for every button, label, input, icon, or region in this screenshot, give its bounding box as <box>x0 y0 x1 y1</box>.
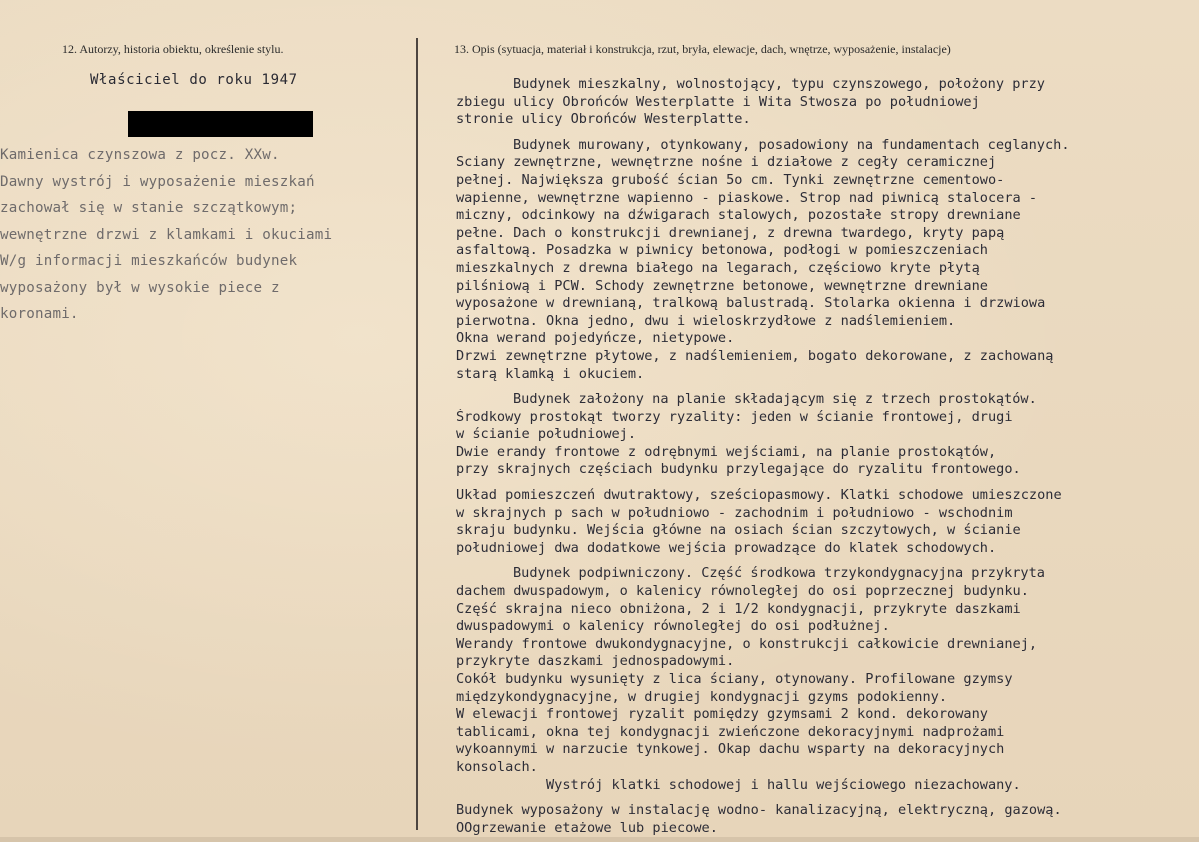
description-line: Budynek wyposażony w instalację wodno- kanalizacyjną, elektryczną, gazową. <box>456 802 1062 819</box>
description-line: Sciany zewnętrzne, wewnętrzne nośne i działowe z cegły ceramicznej <box>456 154 997 171</box>
description-line: Część skrajna nieco obniżona, 2 i 1/2 kondygnacji, przykryte daszkami <box>456 600 1021 617</box>
description-line: Układ pomieszczeń dwutraktowy, sześciopasmowy. Klatki schodowe umieszczone <box>456 487 1062 504</box>
redacted-owner-name <box>128 111 313 137</box>
description-line: Cokół budynku wysunięty z lica ściany, otynowany. Profilowane gzymsy <box>456 671 1013 687</box>
paragraph-gap <box>456 383 1176 391</box>
description-line: stronie ulicy Obrońców Westerplatte. <box>456 111 751 128</box>
paragraph-gap <box>456 557 1176 565</box>
description-line: tablicami, okna tej kondygnacji zwieńczone dekoracyjnymi nadprożami <box>456 723 1005 740</box>
description-line: Budynek mieszkalny, wolnostojący, typu czynszowego, położony przy <box>513 76 1045 92</box>
description-line: pełnej. Największa grubość ścian 5o cm. Tynki zewnętrzne cementowo- <box>456 171 1005 188</box>
description-line: OOgrzewanie etażowe lub piecowe. <box>456 819 718 836</box>
history-line: W/g informacji mieszkańców budynek <box>0 253 298 269</box>
paragraph-gap <box>456 129 1176 137</box>
description-line: asfaltową. Posadzka w piwnicy betonowa, podłogi w pomieszczeniach <box>456 242 988 259</box>
description-line: konsolach. <box>456 758 538 775</box>
description-line: wyposażone w drewnianą, tralkową balustradą. Stolarka okienna i drzwiowa <box>456 295 1046 312</box>
description-line: pierwotna. Okna jedno, dwu i wieloskrzydłowe z nadślemieniem. <box>456 312 956 329</box>
description-line: przykryte daszkami jednospadowymi. <box>456 653 735 670</box>
description-line: w ścianie południowej. <box>456 426 637 443</box>
description-line: przy skrajnych częściach budynku przylegające do ryzalitu frontowego. <box>456 461 1021 478</box>
description-line: Budynek założony na planie składającym się z trzech prostokątów. <box>513 391 1037 408</box>
description-line: zbiegu ulicy Obrońców Westerplatte i Wita Stwosza po południowej <box>456 93 980 110</box>
description-line: wykoannymi w narzucie tynkowej. Okap dachu wsparty na dekoracyjnych <box>456 741 1005 758</box>
description-line: miczny, odcinkowy na dźwigarach stalowych, pozostałe stropy drewniane <box>456 207 1021 224</box>
history-line: Kamienica czynszowa z pocz. XXw. <box>0 147 280 163</box>
history-line: wyposażony był w wysokie piece z <box>0 279 280 296</box>
description-line: W elewacji frontowej ryzalit pomiędzy gzymsami 2 kond. dekorowany <box>456 706 988 723</box>
history-line: zachował się w stanie szczątkowym; <box>0 200 298 216</box>
paragraph-gap <box>456 794 1176 802</box>
card-edge <box>0 837 1199 842</box>
description-line: Środkowy prostokąt tworzy ryzality: jeden w ścianie frontowej, drugi <box>456 408 1013 425</box>
history-line: Dawny wystrój i wyposażenie mieszkań <box>0 173 315 190</box>
description-line: pełne. Dach o konstrukcji drewnianej, z drewna twardego, kryty papą <box>456 224 1005 241</box>
description-line: międzykondygnacyjne, w drugiej kondygnacji gzyms podokienny. <box>456 688 948 705</box>
description-line: dachem dwuspadowym, o kalenicy równoległej do osi poprzecznej budynku. <box>456 583 1029 600</box>
description-line: mieszkalnych z drewna białego na legarach, częściowo kryte płytą <box>456 259 980 276</box>
description-line: Budynek murowany, otynkowany, posadowiony na fundamentach ceglanych. <box>513 136 1070 153</box>
description-line: skraju budynku. Wejścia główne na osiach ścian szczytowych, w ścianie <box>456 522 1021 539</box>
description-line: Budynek podpiwniczony. Część środkowa trzykondygnacyjna przykryta <box>513 565 1045 582</box>
description-line: Dwie erandy frontowe z odrębnymi wejściami, na planie prostokątów, <box>456 443 997 460</box>
history-line: wewnętrzne drzwi z klamkami i okuciami <box>0 226 333 243</box>
history-line: koronami. <box>0 306 79 322</box>
paragraph-gap <box>456 479 1176 487</box>
description-line: Drzwi zewnętrzne płytowe, z nadślemieniem, bogato dekorowane, z zachowaną <box>456 347 1054 364</box>
owner-line: Właściciel do roku 1947 <box>90 72 298 88</box>
history-text <box>0 142 412 328</box>
description-text <box>456 76 1176 837</box>
description-line: wapienne, wewnętrzne wapienno - piaskowe. Strop nad piwnicą stalocera - <box>456 189 1038 206</box>
description-line: starą klamką i okuciem. <box>456 365 645 382</box>
description-line: Okna werand pojedyńcze, nietypowe. <box>456 330 735 347</box>
description-line: dwuspadowymi o kalenicy równoległej do osi podłużnej. <box>456 618 890 635</box>
description-line: południowej dwa dodatkowe wejścia prowadzące do klatek schodowych. <box>456 539 997 556</box>
column-divider <box>416 38 418 830</box>
description-line: pilśniową i PCW. Schody zewnętrzne betonowe, wewnętrzne drewniane <box>456 277 988 294</box>
section-13-header: 13. Opis (sytuacja, materiał i konstrukcja, rzut, bryła, elewacje, dach, wnętrze, wyposażenie, instalacje) <box>454 42 951 56</box>
description-line: Werandy frontowe dwukondygnacyjne, o konstrukcji całkowicie drewnianej, <box>456 635 1038 652</box>
section-12-header: 12. Autorzy, historia obiektu, określenie stylu. <box>62 42 284 56</box>
description-line: w skrajnych p sach w południowo - zachodnim i południowo - wschodnim <box>456 504 1013 521</box>
description-line: Wystrój klatki schodowej i hallu wejściowego niezachowany. <box>546 776 1021 793</box>
